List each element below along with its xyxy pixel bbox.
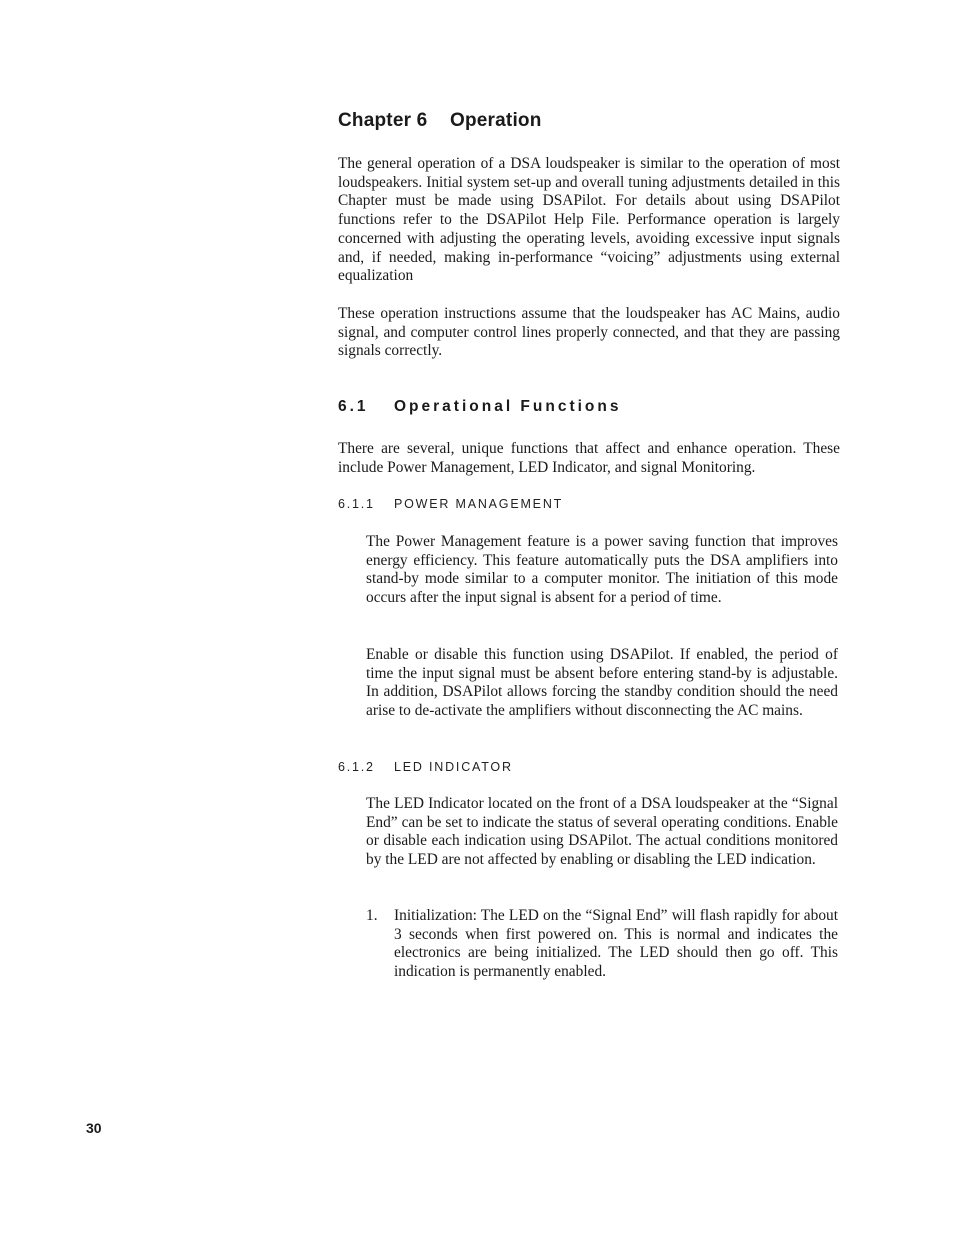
section-6-1-paragraph: There are several, unique functions that affect and enhance operation. These include Power Management, LED Indicator, and signal Monitoring. <box>338 440 840 476</box>
led-indicator-paragraph-1: The LED Indicator located on the front of a DSA loudspeaker at the “Signal End” can be set to indicate the status of several operating conditions. Enable or disable each indication using DSAPilot. The actual conditions monitored by the LED are not affected by enabling or disabling the LED indication. <box>366 795 838 869</box>
subsection-heading-6-1-1 <box>338 497 563 511</box>
subsection-number: 6.1.2 <box>338 760 375 774</box>
subsection-title: POWER MANAGEMENT <box>394 497 564 511</box>
list-item-text: Initialization: The LED on the “Signal End” will flash rapidly for about 3 seconds when first powered on. This is normal and indicates the electronics are being initialized. The LED should then go off. This indication is permanently enabled. <box>394 907 838 981</box>
section-heading-6-1 <box>338 398 621 416</box>
list-item-marker: 1. <box>366 907 378 924</box>
subsection-heading-6-1-2 <box>338 760 513 774</box>
chapter-label: Chapter 6 <box>338 110 428 131</box>
chapter-heading <box>338 110 542 132</box>
power-management-paragraph-2: Enable or disable this function using DSAPilot. If enabled, the period of time the input signal must be absent before entering stand-by is adjustable. In addition, DSAPilot allows forcing the standby condition should the need arise to de-activate the amplifiers without disconnecting the AC mains. <box>366 646 838 720</box>
page-number: 30 <box>86 1120 102 1136</box>
subsection-number: 6.1.1 <box>338 497 375 511</box>
section-number: 6.1 <box>338 398 369 415</box>
subsection-title: LED INDICATOR <box>394 760 513 774</box>
power-management-paragraph-1: The Power Management feature is a power saving function that improves energy efficiency. This feature automatically puts the DSA amplifiers into stand-by mode similar to a computer monitor. The initiation of this mode occurs after the input signal is absent for a period of time. <box>366 533 838 607</box>
chapter-title: Operation <box>450 110 542 131</box>
intro-paragraph-1: The general operation of a DSA loudspeaker is similar to the operation of most loudspeakers. Initial system set-up and overall tuning adjustments detailed in this Chapter must be made using DSAPilot. For details about using DSAPilot functions refer to the DSAPilot Help File. Performance operation is largely concerned with adjusting the operating levels, avoiding excessive input signals and, if needed, making in-performance “voicing” adjustments using external equalization <box>338 155 840 285</box>
intro-paragraph-2: These operation instructions assume that the loudspeaker has AC Mains, audio signal, and computer control lines properly connected, and that they are passing signals correctly. <box>338 305 840 360</box>
section-title: Operational Functions <box>394 398 622 415</box>
